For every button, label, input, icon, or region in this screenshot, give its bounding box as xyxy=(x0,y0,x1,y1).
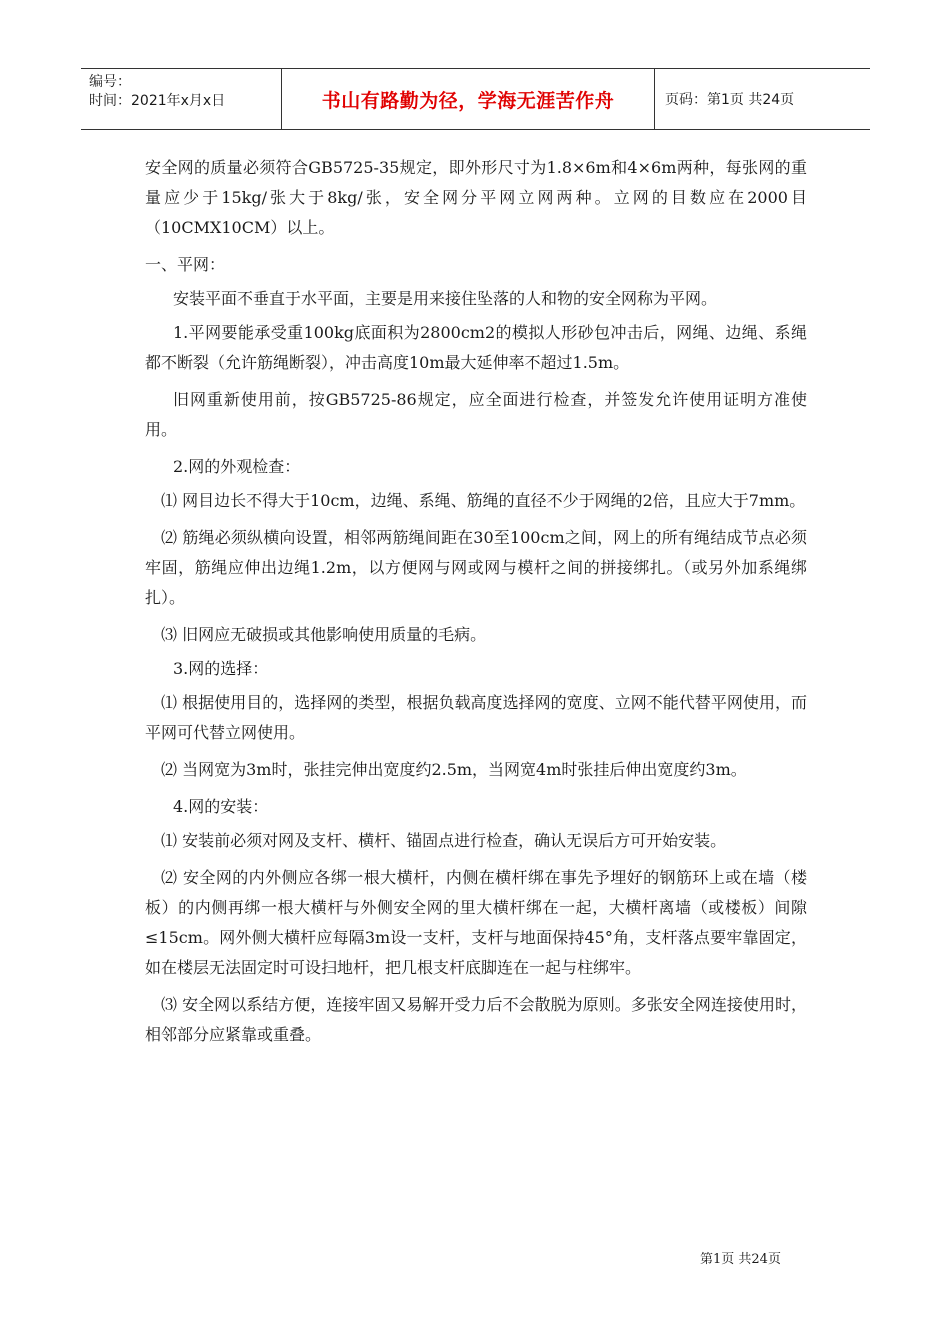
paragraph-install-2: ⑵ 安全网的内外侧应各绑一根大横杆，内侧在横杆绑在事先予埋好的钢筋环上或在墙（楼板）的内侧再绑一根大横杆与外侧安全网的里大横杆绑在一起，大横杆离墙（或楼板）间隙≤15cm。网外侧大横杆应每隔3m设一支杆，支杆与地面保持45°角，支杆落点要牢靠固定，如在楼层无法固定时可设扫地杆，把几根支杆底脚连在一起与柱绑牢。 xyxy=(145,868,807,977)
document-number: 编号： xyxy=(89,74,131,90)
subheading-net-selection: 3.网的选择： xyxy=(173,659,269,678)
header-motto: 书山有路勤为径，学海无涯苦作舟 xyxy=(282,69,655,129)
paragraph-old-net: 旧网重新使用前，按GB5725-86规定，应全面进行检查，并签发允许使用证明方准使用。 xyxy=(145,390,807,439)
paragraph-select-1: ⑴ 根据使用目的，选择网的类型，根据负载高度选择网的宽度、立网不能代替平网使用，而平网可代替立网使用。 xyxy=(145,693,807,742)
paragraph-install-3: ⑶ 安全网以系结方便，连接牢固又易解开受力后不会散脱为原则。多张安全网连接使用时，相邻部分应紧靠或重叠。 xyxy=(145,995,807,1044)
paragraph-check-3: ⑶ 旧网应无破损或其他影响使用质量的毛病。 xyxy=(161,625,487,644)
section-heading-flat-net: 一、平网： xyxy=(145,255,226,274)
subheading-appearance-check: 2.网的外观检查： xyxy=(173,457,301,476)
page-footer: 第1页 共24页 xyxy=(700,1252,781,1267)
header-page-info: 页码：第1页 共24页 xyxy=(665,92,795,108)
document-body xyxy=(145,153,807,1057)
paragraph-check-1: ⑴ 网目边长不得大于10cm，边绳、系绳、筋绳的直径不少于网绳的2倍，且应大于7mm。 xyxy=(161,491,806,510)
paragraph-definition: 安装平面不垂直于水平面，主要是用来接住坠落的人和物的安全网称为平网。 xyxy=(173,289,718,308)
paragraph-intro: 安全网的质量必须符合GB5725-35规定，即外形尺寸为1.8×6m和4×6m两种，每张网的重量应少于15kg/张大于8kg/张，安全网分平网立网两种。立网的目数应在2000目（10CMX10CM）以上。 xyxy=(145,158,807,237)
paragraph-item-1: 1.平网要能承受重100kg底面积为2800cm2的模拟人形砂包冲击后，网绳、边绳、系绳都不断裂（允许筋绳断裂），冲击高度10m最大延伸率不超过1.5m。 xyxy=(145,323,807,372)
header-meta xyxy=(81,69,282,129)
paragraph-check-2: ⑵ 筋绳必须纵横向设置，相邻两筋绳间距在30至100cm之间，网上的所有绳结成节点必须牢固，筋绳应伸出边绳1.2m，以方便网与网或网与模杆之间的拼接绑扎。（或另外加系绳绑扎）。 xyxy=(145,528,807,607)
paragraph-install-1: ⑴ 安装前必须对网及支杆、横杆、锚固点进行检查，确认无误后方可开始安装。 xyxy=(161,831,727,850)
paragraph-select-2: ⑵ 当网宽为3m时，张挂完伸出宽度约2.5m，当网宽4m时张挂后伸出宽度约3m。 xyxy=(161,760,747,779)
document-date: 时间：2021年x月x日 xyxy=(89,93,226,109)
page-header xyxy=(81,68,870,130)
subheading-net-installation: 4.网的安装： xyxy=(173,797,269,816)
